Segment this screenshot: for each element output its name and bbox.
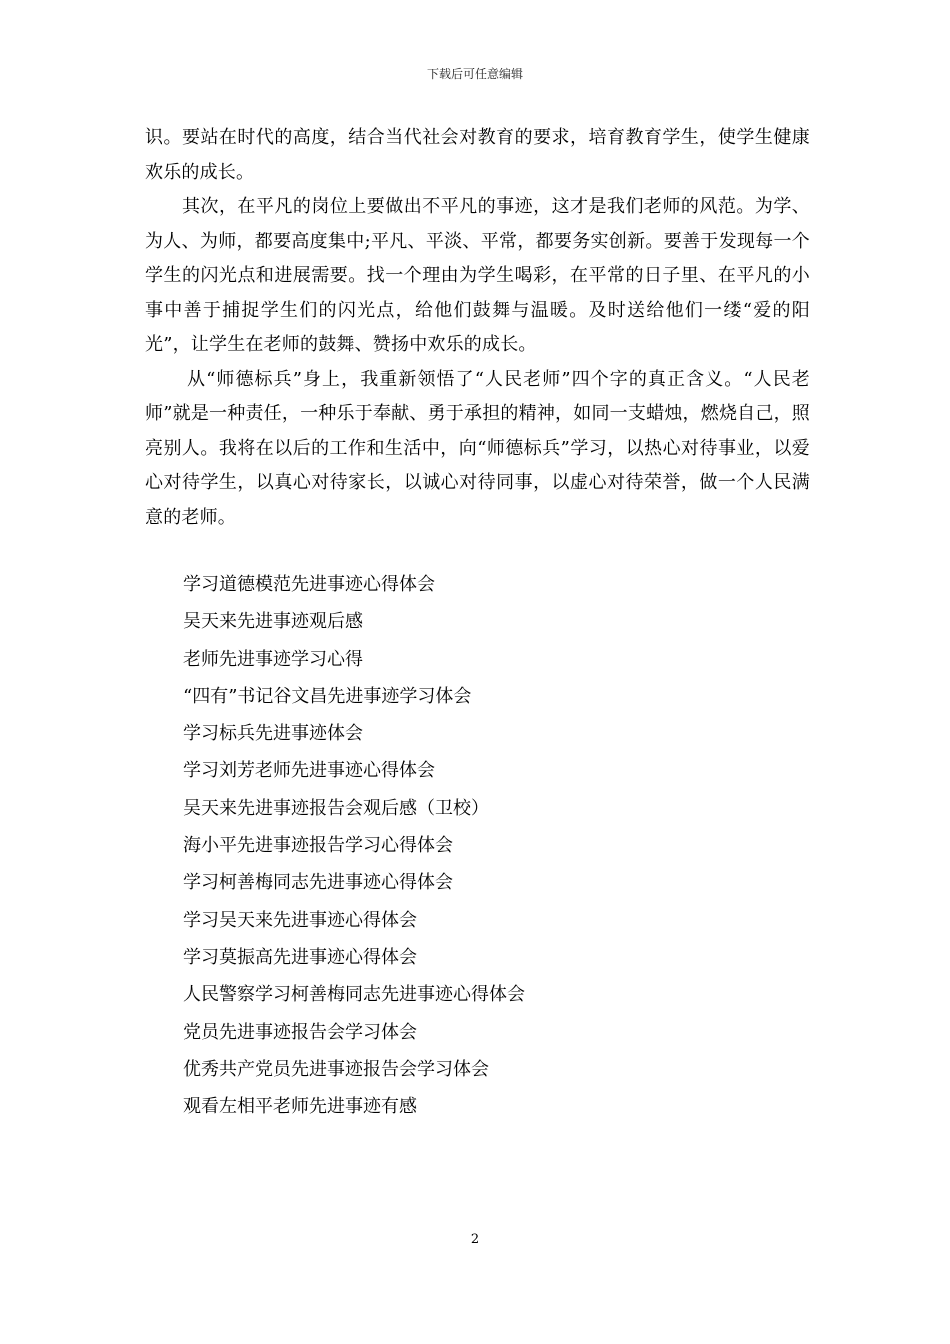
document-body [145,121,810,535]
related-article-link[interactable]: 吴天来先进事迹观后感 [183,611,363,633]
related-article-link[interactable]: 学习吴天来先进事迹心得体会 [183,909,417,931]
related-article-link[interactable]: “四有”书记谷文昌先进事迹学习体会 [183,685,472,707]
paragraph-second-point: 其次，在平凡的岗位上要做出不平凡的事迹，这才是我们老师的风范。为学、为人、为师，都要高度集中;平凡、平淡、平常，都要务实创新。要善于发现每一个学生的闪光点和进展需要。找一个理由为学生喝彩，在平常的日子里、在平凡的小事中善于捕捉学生们的闪光点，给他们鼓舞与温暖。及时送给他们一缕“爱的阳光”，让学生在老师的鼓舞、赞扬中欢乐的成长。 [145,196,810,355]
page-number: 2 [470,1232,480,1247]
related-articles-list [183,566,525,1125]
related-article-link[interactable]: 学习标兵先进事迹体会 [183,723,363,745]
paragraph-continuation: 识。要站在时代的高度，结合当代社会对教育的要求，培育教育学生，使学生健康欢乐的成长。 [145,127,810,183]
related-article-link[interactable]: 学习刘芳老师先进事迹心得体会 [183,760,435,782]
related-article-link[interactable]: 吴天来先进事迹报告会观后感（卫校） [183,797,489,819]
related-article-link[interactable]: 党员先进事迹报告会学习体会 [183,1021,417,1043]
page-header: 下载后可任意编辑 [426,67,523,81]
related-article-link[interactable]: 学习道德模范先进事迹心得体会 [183,574,435,595]
paragraph-conclusion: 从“师德标兵”身上，我重新领悟了“人民老师”四个字的真正含义。“人民老师”就是一种责任，一种乐于奉献、勇于承担的精神，如同一支蜡烛，燃烧自己，照亮别人。我将在以后的工作和生活中，向“师德标兵”学习，以热心对待事业，以爱心对待学生，以真心对待家长，以诚心对待同事，以虚心对待荣誉，做一个人民满意的老师。 [145,368,810,528]
related-article-link[interactable]: 海小平先进事迹报告学习心得体会 [183,835,453,857]
related-article-link[interactable]: 优秀共产党员先进事迹报告会学习体会 [183,1058,489,1080]
related-article-link[interactable]: 学习柯善梅同志先进事迹心得体会 [183,872,453,894]
related-article-link[interactable]: 学习莫振高先进事迹心得体会 [183,946,417,968]
related-article-link[interactable]: 人民警察学习柯善梅同志先进事迹心得体会 [183,984,525,1006]
related-article-link[interactable]: 观看左相平老师先进事迹有感 [183,1096,417,1118]
related-article-link[interactable]: 老师先进事迹学习心得 [183,648,363,670]
